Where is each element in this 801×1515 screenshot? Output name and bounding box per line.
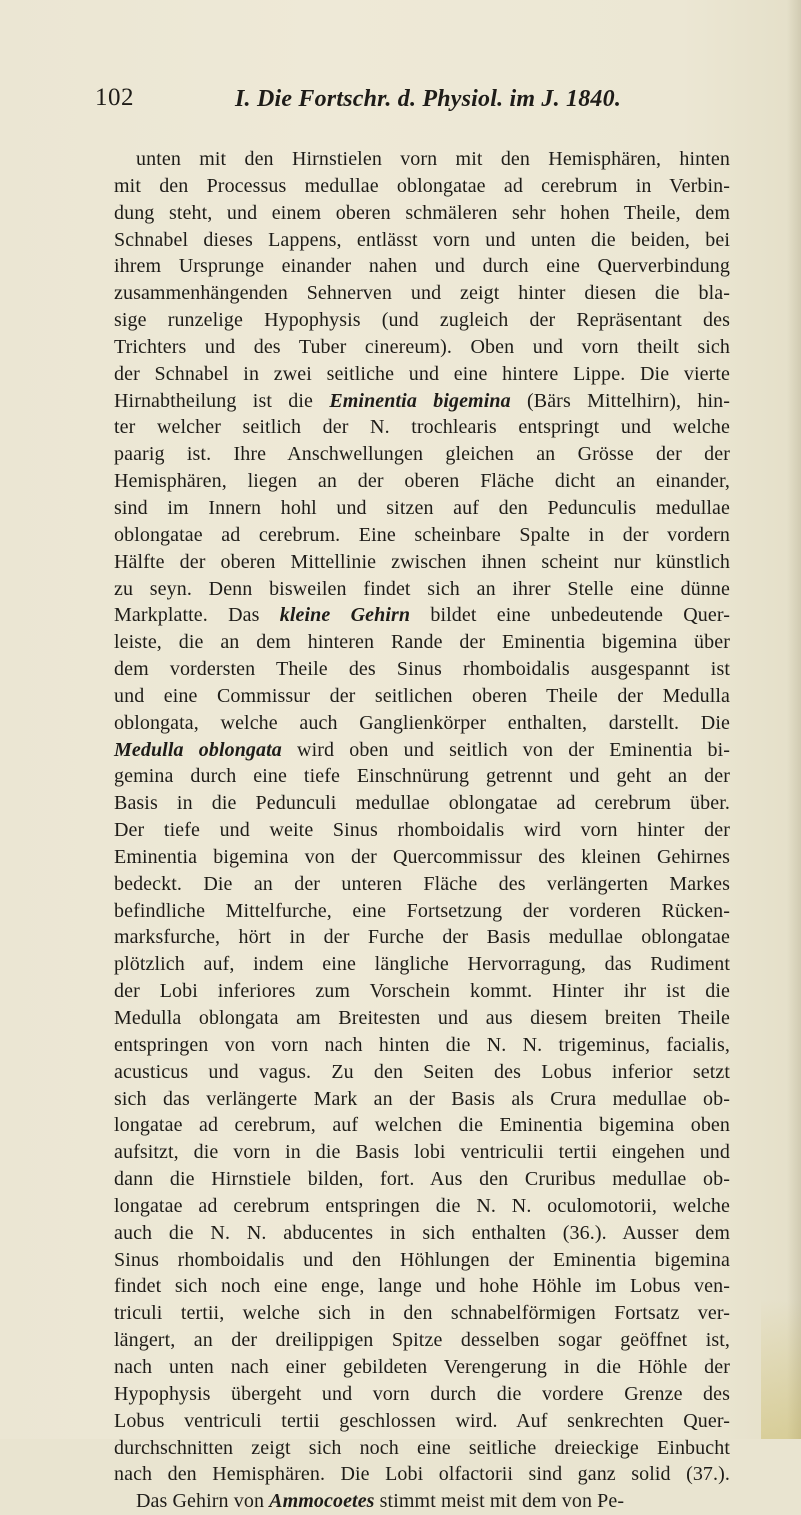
text-run: Hirnabtheilung ist die [114,389,330,412]
text-line: acusticus und vagus. Zu den Seiten des Lobus inferior setzt [114,1060,730,1083]
text-line: Basis in die Pedunculi medullae oblongatae ad cerebrum über. [114,792,730,815]
text-line: dann die Hirnstiele bilden, fort. Aus den Cruribus medullae ob- [114,1168,730,1191]
text-line: gemina durch eine tiefe Einschnürung getrennt und geht an der [114,765,730,788]
text-line [114,388,730,415]
text-line: dung steht, und einem oberen schmäleren sehr hohen Theile, dem [114,201,730,224]
text-line: plötzlich auf, indem eine längliche Hervorragung, das Rudiment [114,953,730,976]
text-line: findet sich noch eine enge, lange und hohe Höhle im Lobus ven- [114,1275,730,1298]
emphasized-term: Ammocoetes [269,1490,375,1513]
emphasized-term: kleine Gehirn [279,604,411,627]
text-line: der Lobi inferiores zum Vorschein kommt. Hinter ihr ist die [114,980,730,1003]
text-line: Sinus rhomboidalis und den Höhlungen der Eminentia bigemina [114,1248,730,1271]
page-number: 102 [95,84,134,111]
text-line: longatae ad cerebrum, auf welchen die Eminentia bigemina oben [114,1114,730,1137]
page-edge-shadow [787,0,801,1439]
page-edge-stain [761,1299,801,1439]
text-line: durchschnitten zeigt sich noch eine seitliche dreieckige Einbucht [114,1436,730,1459]
running-title: I. Die Fortschr. d. Physiol. im J. 1840. [235,86,622,112]
text-line: oblongata, welche auch Ganglienkörper enthalten, darstellt. Die [114,711,730,734]
text-line: und eine Commissur der seitlichen oberen Theile der Medulla [114,684,730,707]
text-line: ihrem Ursprunge einander nahen und durch eine Querverbindung [114,255,730,278]
text-line: bedeckt. Die an der unteren Fläche des verlängerten Markes [114,872,730,895]
text-line: nach den Hemisphären. Die Lobi olfactorii sind ganz solid (37.). [114,1463,730,1486]
text-line: Hälfte der oberen Mittellinie zwischen ihnen scheint nur künstlich [114,550,730,573]
text-line: marksfurche, hört in der Furche der Basis medullae oblongatae [114,926,730,949]
text-line: sige runzelige Hypophysis (und zugleich der Repräsentant des [114,309,730,332]
text-line: aufsitzt, die vorn in die Basis lobi ventriculii tertii eingehen und [114,1141,730,1164]
page-header [95,84,735,124]
text-run: Markplatte. Das [114,604,280,627]
emphasized-term: Medulla oblongata [114,738,282,761]
text-line: entspringen von vorn nach hinten die N. N. trigeminus, facialis, [114,1033,730,1056]
text-line: Trichters und des Tuber cinereum). Oben und vorn theilt sich [114,335,730,358]
text-line: nach unten nach einer gebildeten Verengerung in die Höhle der [114,1355,730,1378]
text-line [114,1488,730,1515]
text-line: ter welcher seitlich der N. trochlearis entspringt und welche [114,416,730,439]
text-run: Das Gehirn von [136,1490,270,1513]
text-line: Schnabel dieses Lappens, entlässt vorn und unten die beiden, bei [114,228,730,251]
text-line: dem vordersten Theile des Sinus rhomboidalis ausgespannt ist [114,658,730,681]
text-line: Eminentia bigemina von der Quercommissur des kleinen Gehirnes [114,845,730,868]
text-line: sich das verlängerte Mark an der Basis als Crura medullae ob- [114,1087,730,1110]
text-line: längert, an der dreilippigen Spitze desselben sogar geöffnet ist, [114,1329,730,1352]
text-line: unten mit den Hirnstielen vorn mit den Hemisphären, hinten [136,148,730,170]
text-line: mit den Processus medullae oblongatae ad cerebrum in Verbin- [114,174,730,197]
text-line: befindliche Mittelfurche, eine Fortsetzung der vorderen Rücken- [114,899,730,922]
text-line: Hemisphären, liegen an der oberen Fläche dicht an einander, [114,470,730,493]
text-line: zu seyn. Denn bisweilen findet sich an ihrer Stelle eine dünne [114,577,730,600]
text-line: auch die N. N. abducentes in sich enthalten (36.). Ausser dem [114,1221,730,1244]
text-run: (Bärs Mittelhirn), hin- [510,389,731,412]
text-line: leiste, die an dem hinteren Rande der Eminentia bigemina über [114,631,730,654]
text-line: Hypophysis übergeht und vorn durch die vordere Grenze des [114,1382,730,1405]
text-line: zusammenhängenden Sehnerven und zeigt hinter diesen die bla- [114,282,730,305]
text-run: bildet eine unbedeutende Quer- [410,604,731,627]
text-line: paarig ist. Ihre Anschwellungen gleichen an Grösse der der [114,443,730,466]
text-line: triculi tertii, welche sich in den schnabelförmigen Fortsatz ver- [114,1302,730,1325]
text-run: wird oben und seitlich von der Eminentia bi- [281,738,730,761]
body-text [114,146,730,1515]
text-run: stimmt meist mit dem von Pe- [374,1490,625,1513]
emphasized-term: Eminentia bigemina [329,389,511,412]
text-line: oblongatae ad cerebrum. Eine scheinbare Spalte in der vordern [114,523,730,546]
text-line: Lobus ventriculi tertii geschlossen wird. Auf senkrechten Quer- [114,1409,730,1432]
text-line [114,602,730,629]
text-line: sind im Innern hohl und sitzen auf den Pedunculis medullae [114,496,730,519]
text-line: Medulla oblongata am Breitesten und aus diesem breiten Theile [114,1007,730,1029]
text-line [114,737,730,764]
text-line: longatae ad cerebrum entspringen die N. N. oculomotorii, welche [114,1194,730,1217]
text-line: der Schnabel in zwei seitliche und eine hintere Lippe. Die vierte [114,362,730,385]
text-line: Der tiefe und weite Sinus rhomboidalis wird vorn hinter der [114,819,730,842]
